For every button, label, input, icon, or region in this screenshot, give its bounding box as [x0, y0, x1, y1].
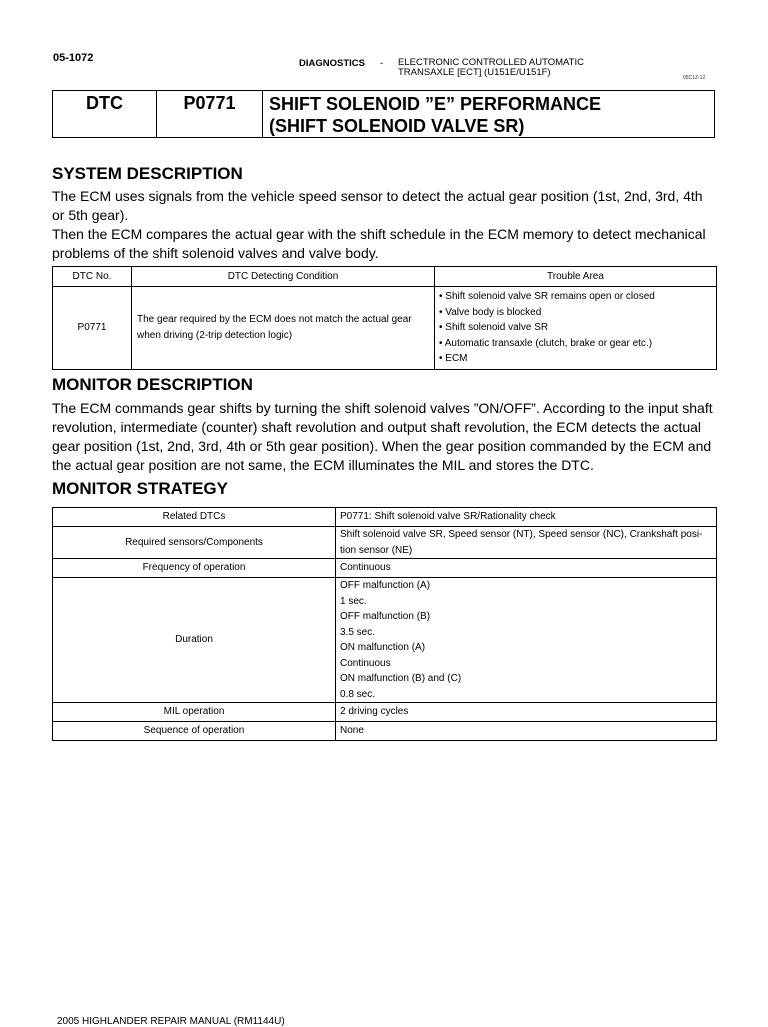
- header-title-line1: ELECTRONIC CONTROLLED AUTOMATIC: [398, 57, 584, 68]
- duration-line: OFF malfunction (A): [340, 580, 431, 591]
- duration-value: [336, 578, 717, 703]
- system-description-text: [52, 187, 717, 263]
- duration-line: 0.8 sec.: [340, 688, 376, 700]
- system-description-para1: The ECM uses signals from the vehicle speed sensor to detect the actual gear position (1st, 2nd, 3rd, 4th or 5th gear).: [52, 188, 703, 223]
- table-row: [53, 287, 717, 370]
- dtc-table-header-area: Trouble Area: [435, 267, 717, 287]
- dtc-title-box: [52, 90, 715, 138]
- header-section: DIAGNOSTICS: [299, 58, 365, 69]
- list-item: • Automatic transaxle (clutch, brake or gear etc.): [439, 337, 653, 349]
- frequency-value: Continuous: [336, 559, 717, 578]
- table-row: [53, 703, 717, 722]
- required-sensors-line1: Shift solenoid valve SR, Speed sensor (NT), Speed sensor (NC), Crankshaft posi-: [340, 529, 703, 540]
- list-item: • Shift solenoid valve SR remains open or closed: [439, 291, 655, 302]
- system-description-para2: Then the ECM compares the actual gear with the shift schedule in the ECM memory to detect mechanical problems of the shift solenoid valves and valve body.: [52, 226, 706, 261]
- list-item: • ECM: [439, 353, 468, 364]
- mil-operation-key: MIL operation: [53, 703, 336, 722]
- dtc-label: DTC: [53, 91, 157, 137]
- table-row: [53, 527, 717, 559]
- duration-line: ON malfunction (A): [340, 642, 426, 653]
- header-title: [398, 58, 584, 78]
- required-sensors-key: Required sensors/Components: [53, 527, 336, 559]
- duration-key: Duration: [53, 578, 336, 703]
- duration-line: 3.5 sec.: [340, 626, 376, 638]
- related-dtcs-value: P0771: Shift solenoid valve SR/Rationality check: [336, 508, 717, 527]
- footer: 2005 HIGHLANDER REPAIR MANUAL (RM1144U): [57, 1016, 285, 1027]
- required-sensors-line2: tion sensor (NE): [340, 544, 413, 556]
- monitor-description-heading: MONITOR DESCRIPTION: [52, 375, 253, 394]
- related-dtcs-key: Related DTCs: [53, 508, 336, 527]
- table-row: [53, 508, 717, 527]
- duration-line: OFF malfunction (B): [340, 611, 431, 622]
- table-row: [53, 722, 717, 741]
- sequence-value: None: [336, 722, 717, 741]
- system-description-heading: SYSTEM DESCRIPTION: [52, 164, 243, 183]
- page-number: 05-1072: [53, 52, 94, 64]
- monitor-description-para: The ECM commands gear shifts by turning the shift solenoid valves ”ON/OFF”. According to the input shaft revolution, intermediate (counter) shaft revolution and output shaft revolution, the ECM detects the actual gear position (1st, 2nd, 3rd, 4th or 5th gear position). When the gear position commanded by the ECM and the actual gear position are not same, the ECM illuminates the MIL and stores the DTC.: [52, 400, 713, 473]
- mil-operation-value: 2 driving cycles: [336, 703, 717, 722]
- dtc-table-header-row: [53, 267, 717, 287]
- list-item: • Shift solenoid valve SR: [439, 322, 549, 333]
- header-title-line2: TRANSAXLE [ECT] (U151E/U151F): [398, 67, 551, 78]
- duration-line: 1 sec.: [340, 595, 367, 607]
- table-row: [53, 578, 717, 703]
- duration-line: ON malfunction (B) and (C): [340, 673, 462, 684]
- required-sensors-value: [336, 527, 717, 559]
- dtc-table-header-condition: DTC Detecting Condition: [132, 267, 435, 287]
- monitor-strategy-heading: MONITOR STRATEGY: [52, 479, 228, 498]
- dtc-table-header-no: DTC No.: [53, 267, 132, 287]
- monitor-description-text: [52, 399, 717, 475]
- duration-line: Continuous: [340, 657, 391, 669]
- header-code: 05C1Z-12: [683, 75, 706, 81]
- dtc-condition-cell: The gear required by the ECM does not match the actual gear when driving (2-trip detection logic): [132, 287, 435, 370]
- dtc-title: [263, 91, 714, 137]
- monitor-strategy-table: [52, 507, 717, 741]
- sequence-key: Sequence of operation: [53, 722, 336, 741]
- dtc-table: [52, 266, 717, 370]
- trouble-area-cell: [435, 287, 717, 370]
- list-item: • Valve body is blocked: [439, 306, 542, 318]
- header-dash: -: [380, 58, 384, 69]
- frequency-key: Frequency of operation: [53, 559, 336, 578]
- dtc-title-line1: SHIFT SOLENOID ”E” PERFORMANCE: [269, 94, 602, 114]
- dtc-code: P0771: [157, 91, 263, 137]
- dtc-title-line2: (SHIFT SOLENOID VALVE SR): [269, 116, 525, 136]
- dtc-no-cell: P0771: [53, 287, 132, 370]
- table-row: [53, 559, 717, 578]
